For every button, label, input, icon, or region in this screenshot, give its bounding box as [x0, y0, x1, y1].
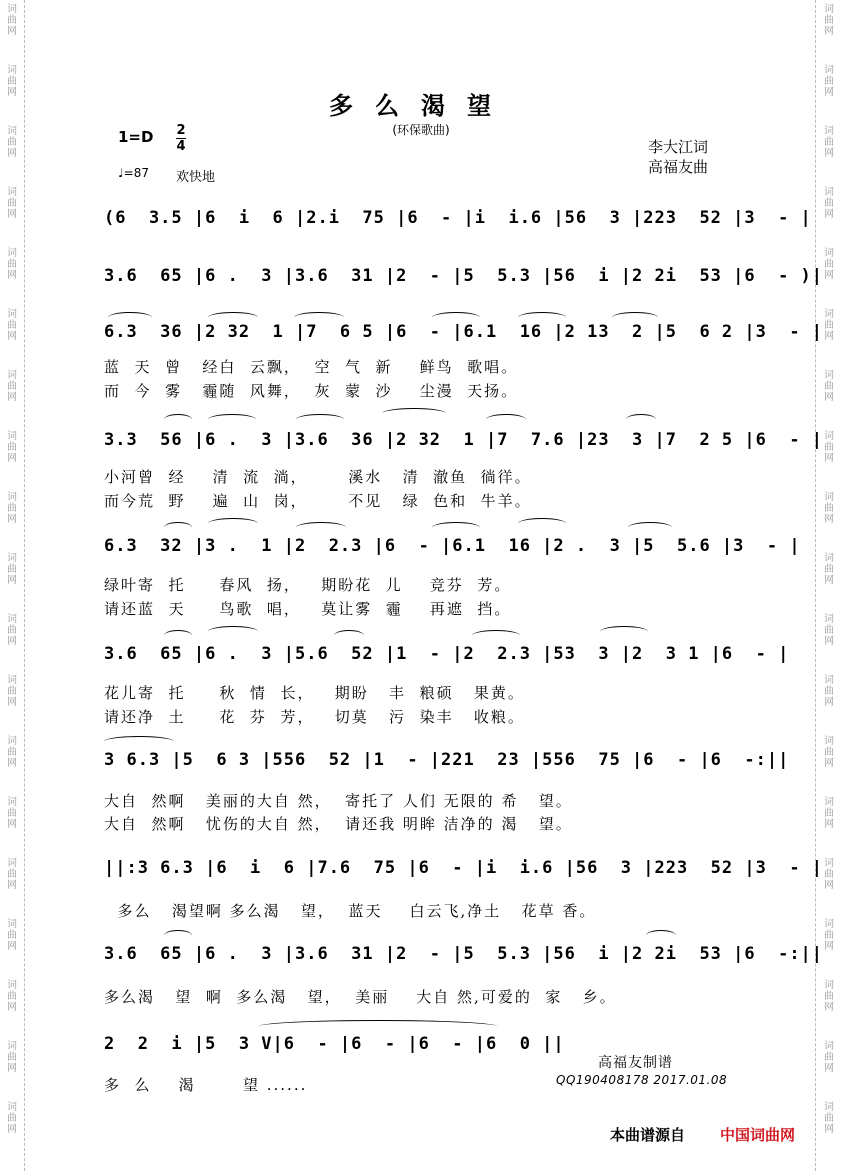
key-signature: 1=D: [118, 128, 154, 146]
notation-line: 6.3 32 |3 . 1 |2 2.3 |6 - |6.1 16 |2 . 3 |5 5.6 |3 - |: [104, 536, 801, 556]
slur: [486, 414, 526, 425]
watermark-text: 词 曲 网: [7, 1102, 17, 1135]
time-signature: [176, 124, 186, 153]
slur: [164, 414, 192, 425]
watermark-text: 词 曲 网: [824, 4, 834, 37]
watermark-text: 词 曲 网: [7, 736, 17, 769]
watermark-text: 词 曲 网: [7, 614, 17, 647]
watermark-text: 词 曲 网: [824, 736, 834, 769]
watermark-text: 词 曲 网: [824, 919, 834, 952]
lyric-line: 大自 然啊 忧伤的大自 然， 请还我 明眸 洁净的 渴 望。: [104, 815, 573, 833]
watermark-text: 词 曲 网: [7, 431, 17, 464]
notation-line: 3.6 65 |6 . 3 |3.6 31 |2 - |5 5.3 |56 i |2 2i 53 |6 -:||: [104, 944, 824, 964]
lyric-line: 绿叶寄 托 春风 扬， 期盼花 儿 竞芬 芳。: [104, 576, 512, 594]
watermark-text: 词 曲 网: [824, 492, 834, 525]
watermark-text: 词 曲 网: [824, 858, 834, 891]
lyric-line: 大自 然啊 美丽的大自 然， 寄托了 人们 无限的 希 望。: [104, 792, 573, 810]
lyric-line: 花儿寄 托 秋 情 长， 期盼 丰 粮硕 果黄。: [104, 684, 525, 702]
watermark-text: 词 曲 网: [824, 370, 834, 403]
watermark-text: 词 曲 网: [7, 797, 17, 830]
watermark-text: 词 曲 网: [824, 675, 834, 708]
expression-marking: 欢快地: [176, 170, 216, 185]
notation-line: 3 6.3 |5 6 3 |556 52 |1 - |221 23 |556 75 |6 - |6 -:||: [104, 750, 790, 770]
slur: [164, 630, 192, 641]
notation-line: 6.3 36 |2 32 1 |7 6 5 |6 - |6.1 16 |2 13 2 |5 6 2 |3 - |: [104, 322, 824, 342]
watermark-text: 词 曲 网: [824, 980, 834, 1013]
notation-line: ||:3 6.3 |6 i 6 |7.6 75 |6 - |i i.6 |56 3 |223 52 |3 - |: [104, 858, 824, 878]
slur: [600, 626, 648, 637]
watermark-text: 词 曲 网: [7, 858, 17, 891]
slur: [518, 518, 566, 529]
slur: [626, 414, 656, 425]
watermark-text: 词 曲 网: [7, 492, 17, 525]
slur: [432, 522, 480, 533]
slur: [296, 414, 344, 425]
watermark-text: 词 曲 网: [7, 309, 17, 342]
slur: [628, 522, 672, 533]
watermark-text: 词 曲 网: [824, 553, 834, 586]
watermark-text: 词 曲 网: [824, 797, 834, 830]
slur: [208, 518, 258, 529]
lyric-line: 小河曾 经 清 流 淌， 溪水 清 澈鱼 徜徉。: [104, 468, 532, 486]
watermark-text: 词 曲 网: [824, 1041, 834, 1074]
watermark-text: 词 曲 网: [7, 553, 17, 586]
notation-line: (6 3.5 |6 i 6 |2.i 75 |6 - |i i.6 |56 3 |223 52 |3 - |: [104, 208, 812, 228]
notation-line: 3.6 65 |6 . 3 |5.6 52 |1 - |2 2.3 |53 3 |2 3 1 |6 - |: [104, 644, 790, 664]
slur: [382, 408, 446, 419]
lyric-line: 而今荒 野 遍 山 岗， 不见 绿 色和 牛羊。: [104, 492, 532, 510]
composer-credit: 高福友曲: [648, 158, 709, 176]
watermark-text: 词 曲 网: [824, 614, 834, 647]
watermark-text: 词 曲 网: [824, 1102, 834, 1135]
notation-line: 3.3 56 |6 . 3 |3.6 36 |2 32 1 |7 7.6 |23 3 |7 2 5 |6 - |: [104, 430, 824, 450]
watermark-text: 词 曲 网: [824, 65, 834, 98]
song-subtitle: (环保歌曲): [392, 123, 450, 137]
qq-and-date: QQ190408178 2017.01.08: [556, 1073, 728, 1087]
slur: [208, 414, 256, 425]
slur: [646, 930, 676, 941]
watermark-text: 词 曲 网: [7, 980, 17, 1013]
slur: [472, 630, 520, 641]
slur: [334, 630, 364, 641]
watermark-text: 词 曲 网: [824, 309, 834, 342]
watermark-text: 词 曲 网: [824, 187, 834, 220]
lyric-line: 蓝 天 曾 经白 云飘， 空 气 新 鲜鸟 歌唱。: [104, 358, 519, 376]
notation-line: 3.6 65 |6 . 3 |3.6 31 |2 - |5 5.3 |56 i |2 2i 53 |6 - )|: [104, 266, 824, 286]
watermark-text: 词 曲 网: [824, 126, 834, 159]
song-title: 多么渴望: [329, 91, 513, 120]
lyric-line: 而 今 雾 霾随 风舞， 灰 蒙 沙 尘漫 天扬。: [104, 382, 519, 400]
watermark-text: 词 曲 网: [7, 919, 17, 952]
slur: [208, 626, 258, 637]
time-signature-top: 2: [176, 123, 186, 138]
slur: [296, 522, 346, 533]
watermark-text: 词 曲 网: [7, 126, 17, 159]
watermark-text: 词 曲 网: [7, 187, 17, 220]
source-label: 本曲谱源自: [610, 1126, 686, 1144]
lyric-line: 多么 渴望啊 多么渴 望， 蓝天 白云飞,净土 花草 香。: [104, 902, 597, 920]
left-watermark-strip: [0, 0, 25, 1171]
time-signature-bottom: 4: [176, 139, 186, 154]
tempo-marking: ♩=87: [118, 166, 149, 180]
arranger-credit: 高福友制谱: [598, 1055, 673, 1071]
lyric-line: 请还净 土 花 芬 芳， 切莫 污 染丰 收粮。: [104, 708, 525, 726]
right-watermark-strip: [815, 0, 842, 1171]
lyric-line: 请还蓝 天 鸟歌 唱， 莫让雾 霾 再遮 挡。: [104, 600, 512, 618]
watermark-text: 词 曲 网: [824, 431, 834, 464]
lyricist-credit: 李大江词: [648, 138, 709, 156]
watermark-text: 词 曲 网: [824, 248, 834, 281]
watermark-text: 词 曲 网: [7, 4, 17, 37]
site-link[interactable]: 中国词曲网: [720, 1126, 796, 1144]
lyric-line: 多 么 渴 望 ......: [104, 1076, 308, 1094]
watermark-text: 词 曲 网: [7, 370, 17, 403]
slur: [164, 930, 192, 941]
tie: [258, 1020, 498, 1033]
slur: [104, 736, 174, 747]
notation-line: 2 2 i |5 3 V|6 - |6 - |6 - |6 0 ||: [104, 1034, 565, 1054]
watermark-text: 词 曲 网: [7, 65, 17, 98]
watermark-text: 词 曲 网: [7, 1041, 17, 1074]
watermark-text: 词 曲 网: [7, 675, 17, 708]
lyric-line: 多么渴 望 啊 多么渴 望， 美丽 大自 然,可爱的 家 乡。: [104, 988, 617, 1006]
watermark-text: 词 曲 网: [7, 248, 17, 281]
slur: [164, 522, 192, 533]
